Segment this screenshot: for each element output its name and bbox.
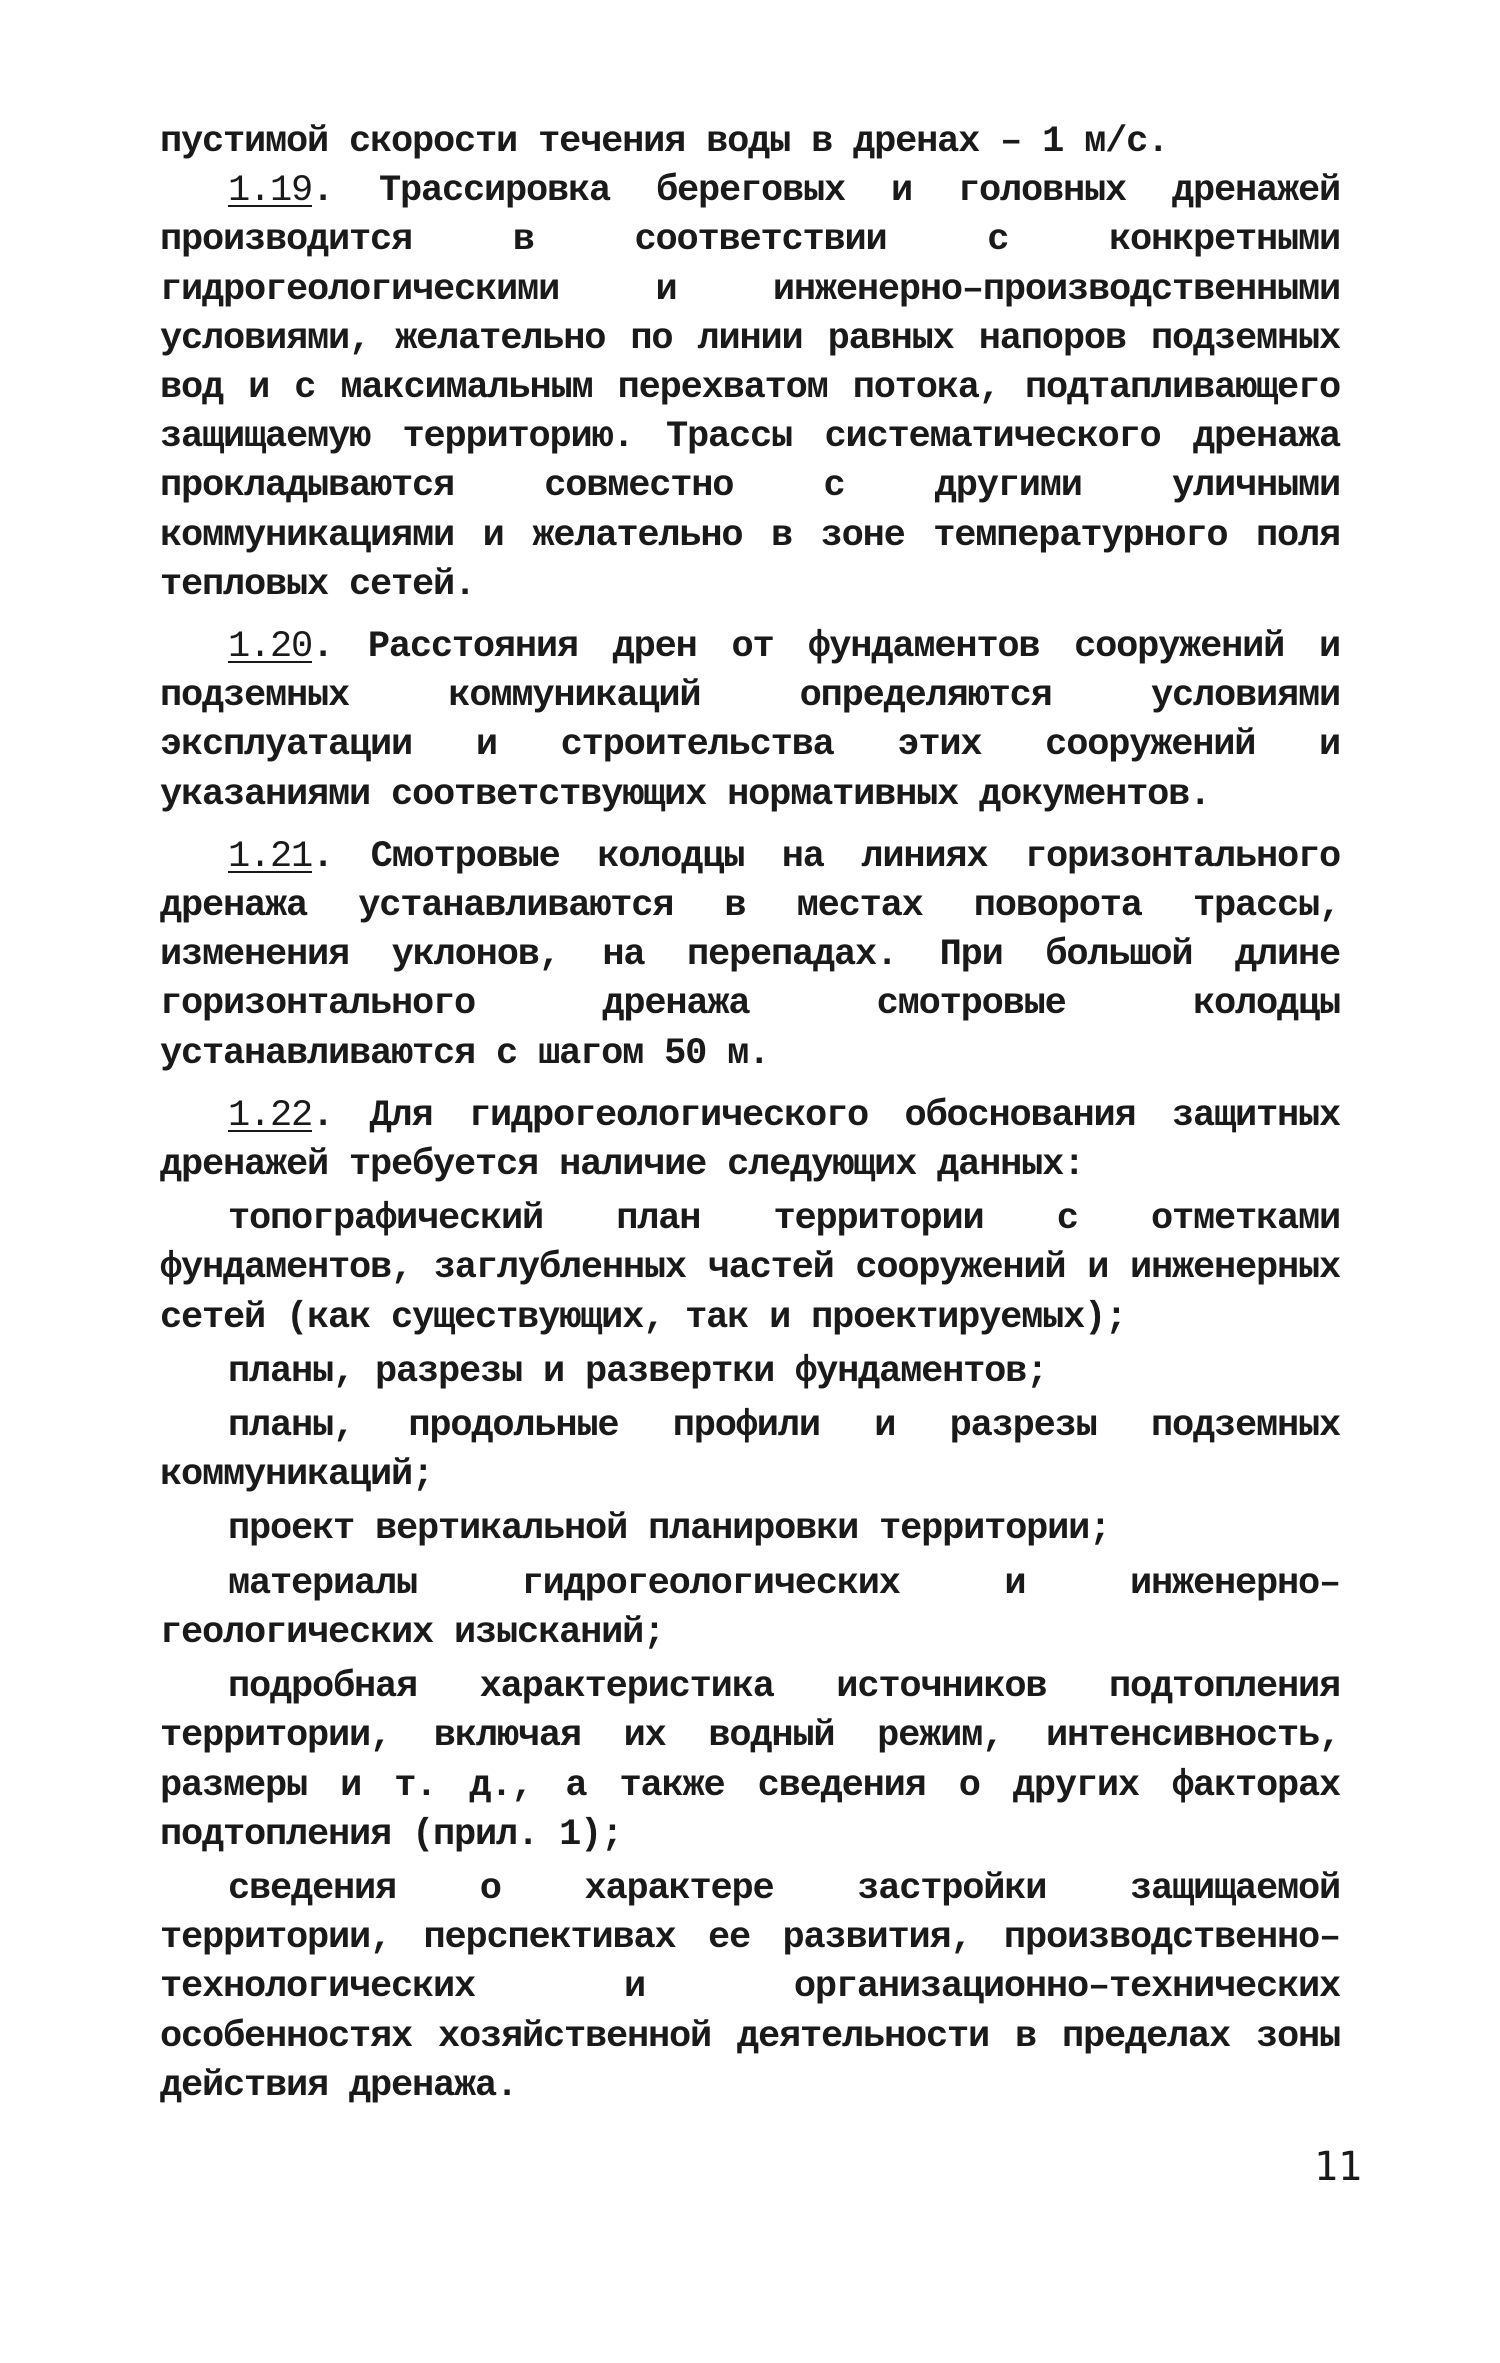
section-number: 1.19 xyxy=(228,170,313,213)
section-text: Расстояния дрен от фундаментов сооружений и подземных коммуникаций определяются условиями эксплуатации и строительства этих сооружений и указаниями соответствующих нормативных документов. xyxy=(160,626,1340,816)
section-1-22 xyxy=(160,1092,1340,1190)
section-1-19 xyxy=(160,167,1340,610)
list-item: подробная характеристика источников подтопления территории, включая их водный режим, интенсивность, размеры и т. д., а также сведения о других факторах подтопления (прил. 1); xyxy=(160,1666,1340,1856)
section-sep: . xyxy=(312,626,368,669)
section-number: 1.22 xyxy=(228,1094,313,1137)
section-text: Смотровые колодцы на линиях горизонтального дренажа устанавливаются в местах поворота трассы, изменения уклонов, на перепадах. При большой длине горизонтального дренажа смотровые колодцы устанавливаются с шагом 50 м. xyxy=(160,835,1340,1075)
section-text: Для гидрогеологического обоснования защитных дренажей требуется наличие следующих данных: xyxy=(160,1094,1340,1187)
list-item: материалы гидрогеологических и инженерно–геологических изысканий; xyxy=(160,1562,1340,1654)
section-sep: . xyxy=(312,1094,370,1137)
section-number: 1.20 xyxy=(228,626,313,669)
page-number: 11 xyxy=(1313,2144,1362,2190)
list-item: планы, продольные профили и разрезы подземных коммуникаций; xyxy=(160,1405,1340,1497)
list-item: топографический план территории с отметками фундаментов, заглубленных частей сооружений и инженерных сетей (как существующих, так и проектируемых); xyxy=(160,1198,1340,1339)
section-sep: . xyxy=(312,170,379,213)
list-item: планы, разрезы и развертки фундаментов; xyxy=(228,1350,1048,1393)
page-body xyxy=(160,118,1340,2111)
list-item: проект вертикальной планировки территории; xyxy=(228,1508,1111,1551)
section-1-20 xyxy=(160,623,1340,820)
list-item: сведения о характере застройки защищаемой территории, перспективах ее развития, производственно–технологических и организационно–технических особенностях хозяйственной деятельности в пределах зоны действия дренажа. xyxy=(160,1867,1340,2107)
section-number: 1.21 xyxy=(228,835,313,878)
section-text: Трассировка береговых и головных дренажей производится в соответствии с конкретными гидрогеологическими и инженерно–производственными условиями, желательно по линии равных напоров подземных вод и с максимальным перехватом потока, подтапливающего защищаемую территорию. Трассы систематического дренажа прокладываются совместно с другими уличными коммуникациями и желательно в зоне температурного поля тепловых сетей. xyxy=(160,170,1340,606)
section-1-21 xyxy=(160,833,1340,1079)
section-sep: . xyxy=(312,835,371,878)
intro-line: пустимой скорости течения воды в дренах – 1 м/с. xyxy=(160,121,1169,163)
